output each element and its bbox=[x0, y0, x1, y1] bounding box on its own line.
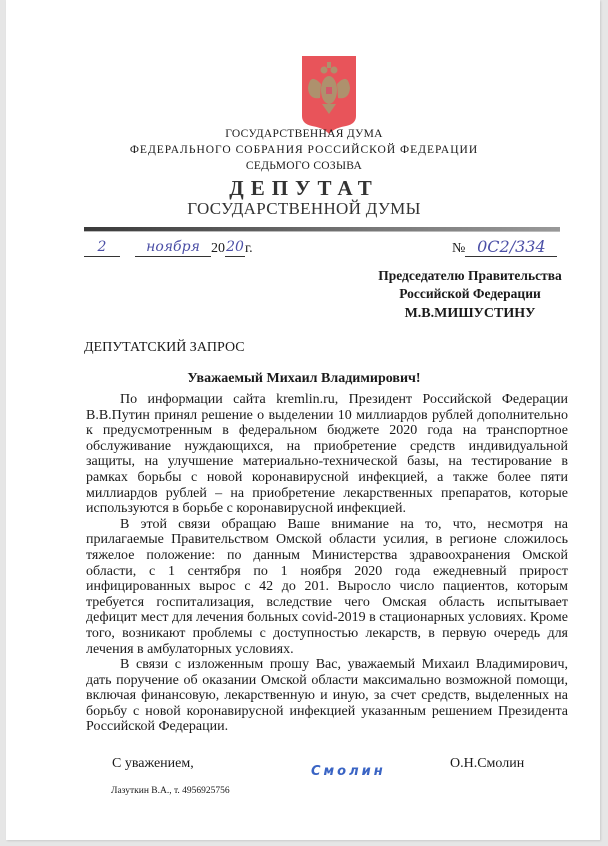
russian-coat-of-arms-icon bbox=[300, 54, 358, 136]
header-divider bbox=[84, 227, 560, 232]
greeting: Уважаемый Михаил Владимирович! bbox=[187, 371, 421, 386]
date-suffix: г. bbox=[245, 241, 253, 256]
paragraph: В этой связи обращаю Ваше внимание на то, что, несмотря на прилагаемые Правительством Омской области усилия, в регионе сложилось тяжелое положение: по данным Министерства здравоохранения Омской области, с 1 сентября по 1 ноября 2020 года ежедневный прирост инфицированных вырос с 42 до 201. Выросло число пациентов, которым требуется госпитализация, вследствие чего Омская область испытывает дефицит мест для лечения больных covid-2019 в стационарных условиях. Кроме того, возникают проблемы с доступностью лекарств, в первую очередь для лечения в амбулаторных условиях. bbox=[86, 516, 568, 657]
closing: С уважением, bbox=[112, 756, 194, 771]
date-month: ноября bbox=[135, 238, 211, 257]
request-title: ДЕПУТАТСКИЙ ЗАПРОС bbox=[84, 340, 245, 355]
header-subtitle: ГОСУДАРСТВЕННОЙ ДУМЫ bbox=[187, 199, 421, 218]
header-federal-assembly: ФЕДЕРАЛЬНОГО СОБРАНИЯ РОССИЙСКОЙ ФЕДЕРАЦИИ bbox=[129, 144, 479, 156]
document-date bbox=[84, 238, 253, 260]
letter-body bbox=[86, 392, 568, 735]
signer-name: О.Н.Смолин bbox=[450, 756, 525, 771]
addressee-line2: Российской Федерации bbox=[399, 286, 541, 301]
paragraph: В связи с изложенным прошу Вас, уважаемый Михаил Владимирович, дать поручение об оказании Омской области максимально возможной помощи, включая финансовую, лекарственную и иную, за счет средств, выделенных на борьбу с новой коронавирусной инфекцией указанным решением Президента Российской Федерации. bbox=[86, 657, 568, 735]
contact-info: Лазуткин В.А., т. 4956925756 bbox=[111, 786, 230, 796]
header-duma: ГОСУДАРСТВЕННАЯ ДУМА bbox=[225, 128, 383, 140]
paragraph: По информации сайта kremlin.ru, Президент Российской Федерации В.В.Путин принял решение о выделении 10 миллиардов рублей дополнительно к предусмотренным в федеральном бюджете 2020 года на транспортное обслуживание нуждающихся, на приобретение средств индивидуальной защиты, на улучшение материально-технической базы, на тестирование в рамках борьбы с новой коронавирусной инфекцией, а также более пяти миллиардов рублей – на приобретение лекарственных препаратов, которые используются в борьбе с коронавирусной инфекцией. bbox=[86, 392, 568, 517]
number-label: № bbox=[452, 241, 466, 256]
addressee-line1: Председателю Правительства bbox=[378, 268, 562, 283]
header-title: ДЕПУТАТ bbox=[229, 176, 379, 200]
date-year-suffix: 20 bbox=[226, 239, 244, 255]
date-year-prefix: 20 bbox=[211, 241, 225, 256]
header-convocation: СЕДЬМОГО СОЗЫВА bbox=[245, 160, 363, 172]
number-value: 0С2/334 bbox=[465, 238, 557, 257]
document-number bbox=[452, 238, 557, 257]
signature: Смолин bbox=[311, 764, 386, 779]
addressee-name: М.В.МИШУСТИНУ bbox=[404, 306, 536, 321]
date-day: 2 bbox=[84, 238, 120, 257]
